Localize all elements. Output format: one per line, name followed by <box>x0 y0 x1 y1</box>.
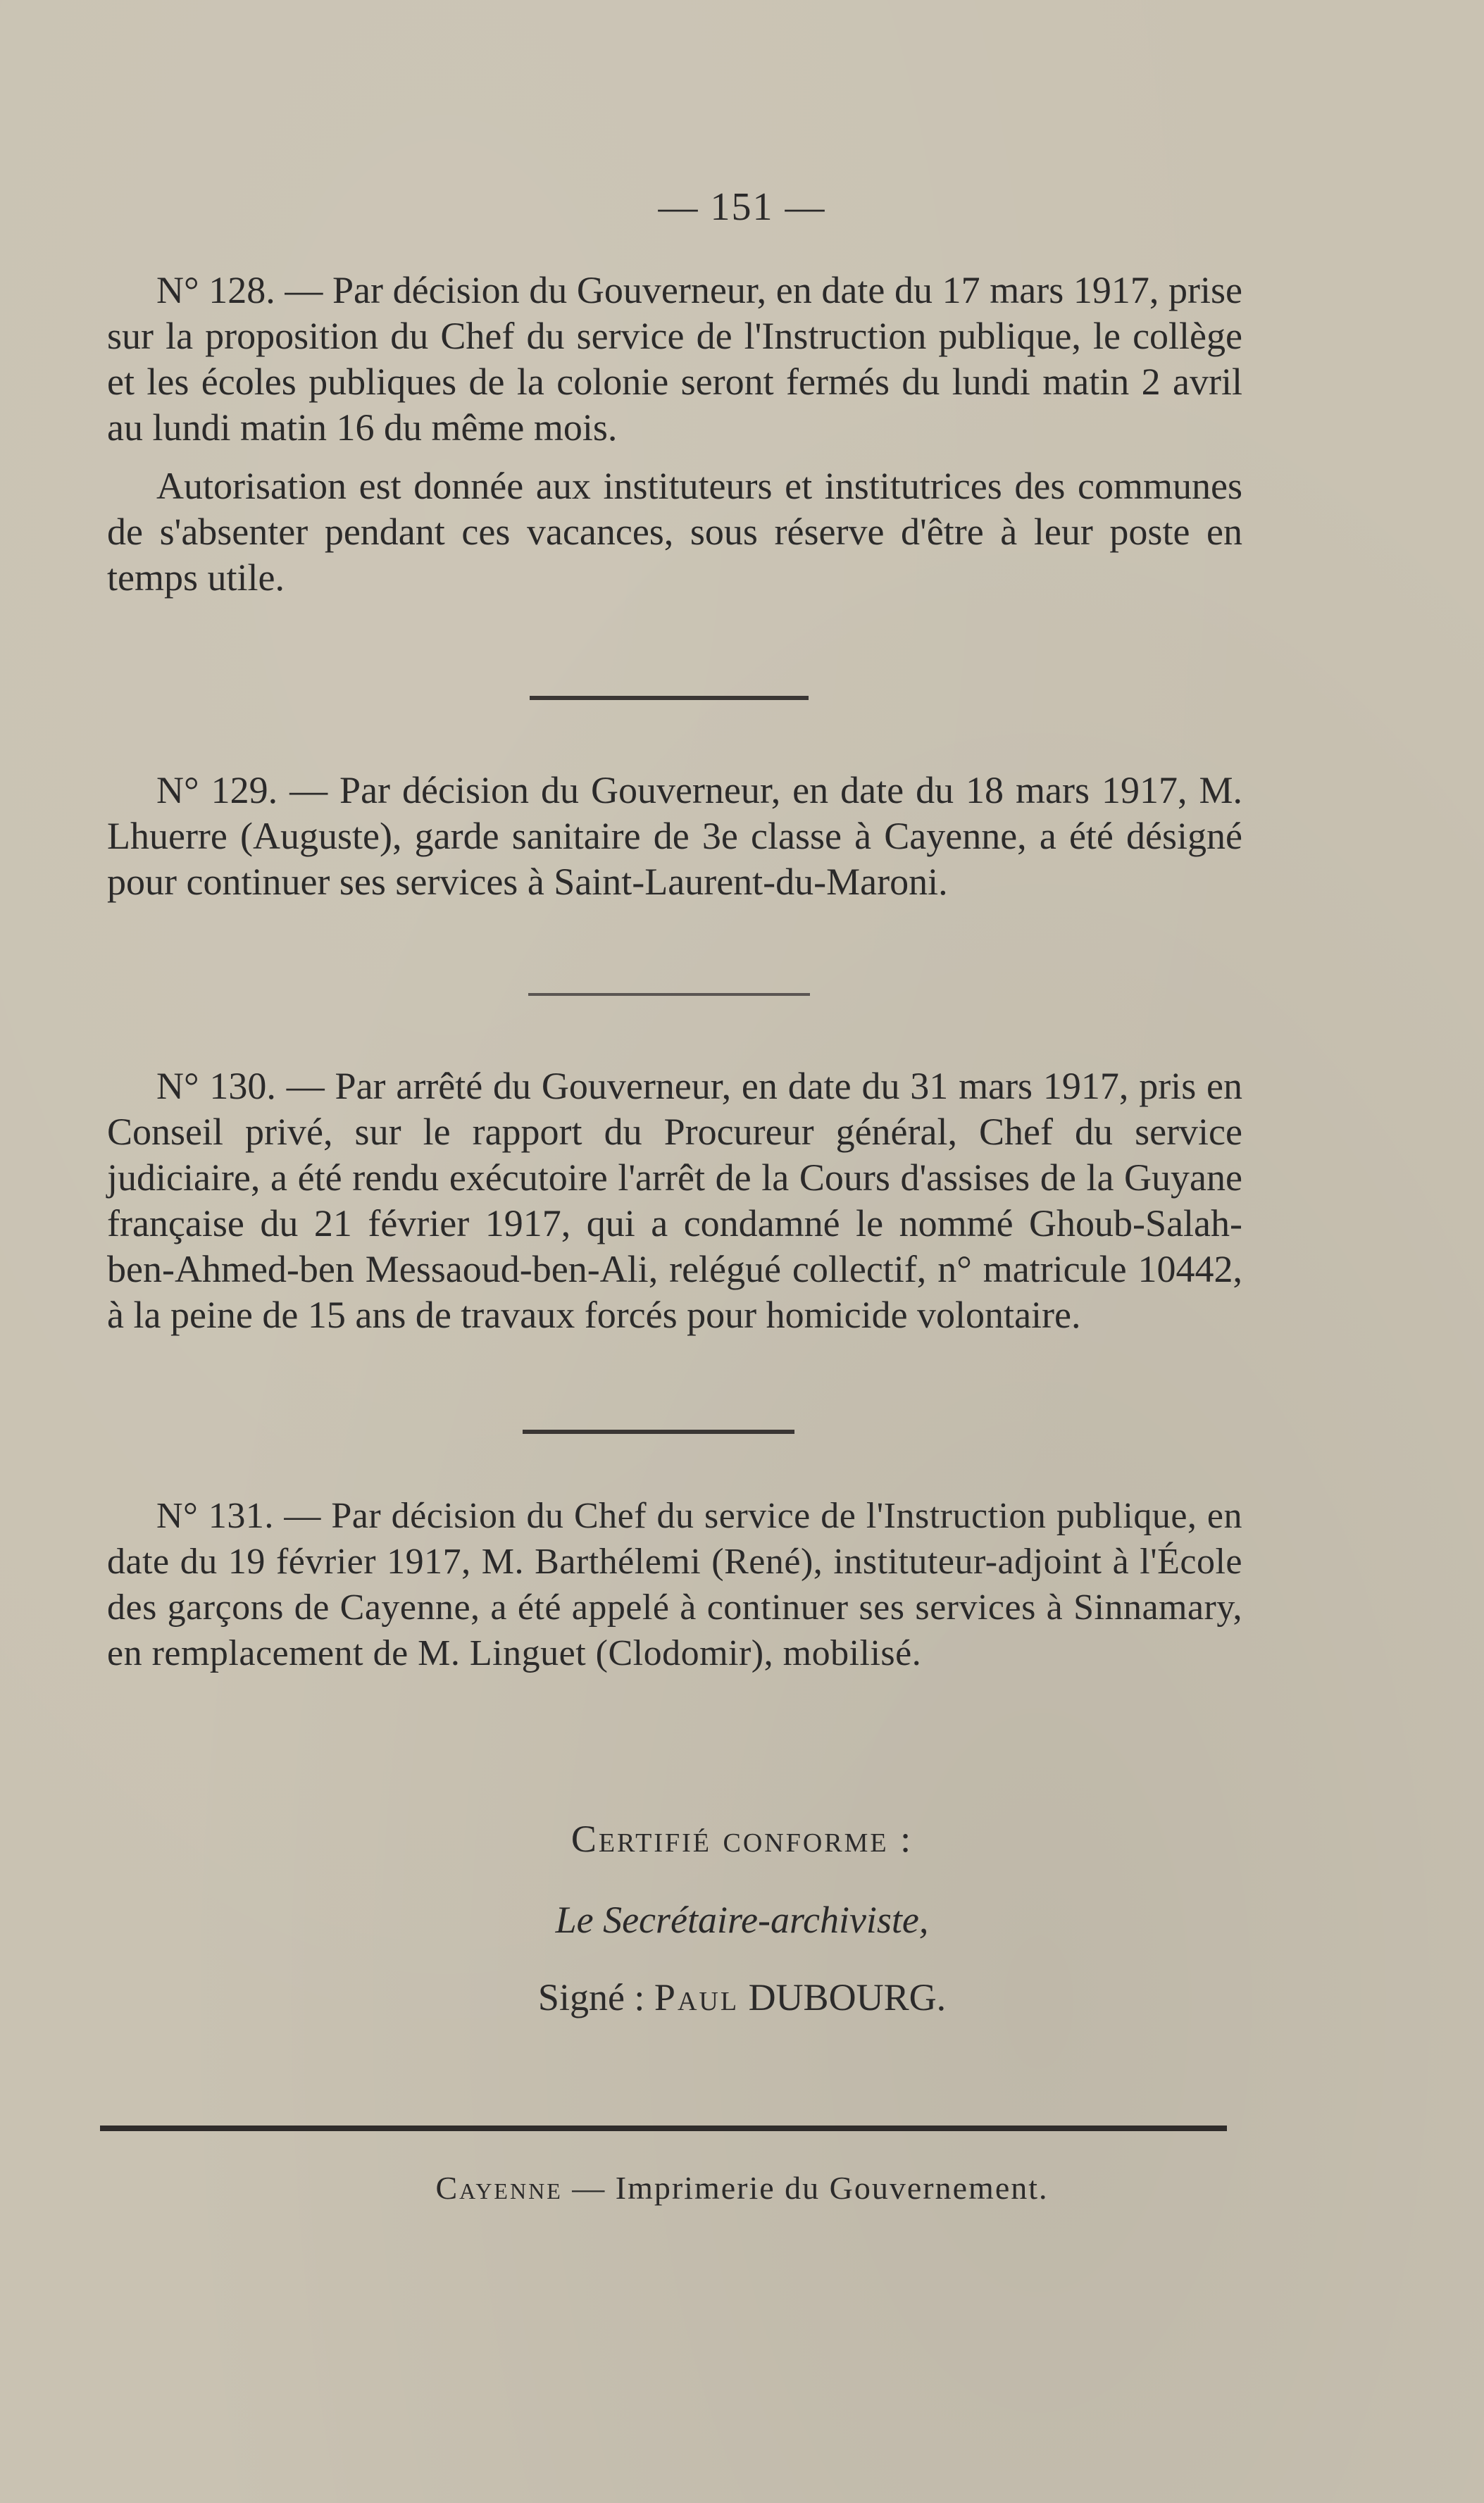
entry-131-paragraph-1: N° 131. — Par décision du Chef du service de l'Instruction publique, en date du 19 février 1917, M. Barthélemi (René), instituteur-adjoint à l'École des garçons de Cayenne, a été appelé à continuer ses services à Sinnamary, en remplacement de M. Linguet (Clodomir), mobilisé. <box>107 1496 1242 1673</box>
separator-rule-1 <box>530 696 809 700</box>
signed-line <box>0 1975 1484 2019</box>
footer-rule <box>100 2126 1227 2131</box>
entry-129 <box>107 768 1242 905</box>
separator-rule-2 <box>528 993 810 996</box>
entry-130-paragraph-1: N° 130. — Par arrêté du Gouverneur, en date du 31 mars 1917, pris en Conseil privé, sur le rapport du Procureur général, Chef du service judiciaire, a été rendu exécutoire l'arrêt de la Cours d'assises de la Guyane française du 21 février 1917, qui a condamné le nommé Ghoub-Salah-ben-Ahmed-ben Messaoud-ben-Ali, relégué collectif, n° matricule 10442, à la peine de 15 ans de travaux forcés pour homicide volontaire. <box>107 1065 1242 1336</box>
entry-131 <box>107 1493 1242 1676</box>
entry-130 <box>107 1063 1242 1338</box>
entry-129-paragraph-1: N° 129. — Par décision du Gouverneur, en date du 18 mars 1917, M. Lhuerre (Auguste), garde sanitaire de 3e classe à Cayenne, a été désigné pour continuer ses services à Saint-Laurent-du-Maroni. <box>107 769 1242 903</box>
printer-footer <box>0 2169 1484 2206</box>
entry-128 <box>107 268 1242 601</box>
certified-line: Certifié conforme : <box>570 1818 914 1860</box>
separator-rule-3 <box>523 1430 794 1434</box>
footer-printer: Imprimerie du Gouvernement. <box>615 2170 1049 2206</box>
footer-separator: — <box>572 2170 606 2206</box>
footer-city: Cayenne <box>435 2170 563 2206</box>
signed-last-name: DUBOURG. <box>748 1976 947 2018</box>
signed-prefix: Signé : <box>537 1976 645 2018</box>
entry-128-paragraph-2: Autorisation est donnée aux instituteurs et institutrices des communes de s'absenter pendant ces vacances, sous réserve d'être à leur poste en temps utile. <box>107 465 1242 599</box>
signatory-role: Le Secrétaire-archiviste, <box>555 1899 929 1941</box>
signed-first-name: Paul <box>654 1976 740 2018</box>
entry-128-paragraph-1: N° 128. — Par décision du Gouverneur, en date du 17 mars 1917, prise sur la proposition du Chef du service de l'Instruction publique, le collège et les écoles publiques de la colonie seront fermés du lundi matin 2 avril au lundi matin 16 du même mois. <box>107 269 1242 449</box>
page-number: — 151 — <box>658 185 826 229</box>
